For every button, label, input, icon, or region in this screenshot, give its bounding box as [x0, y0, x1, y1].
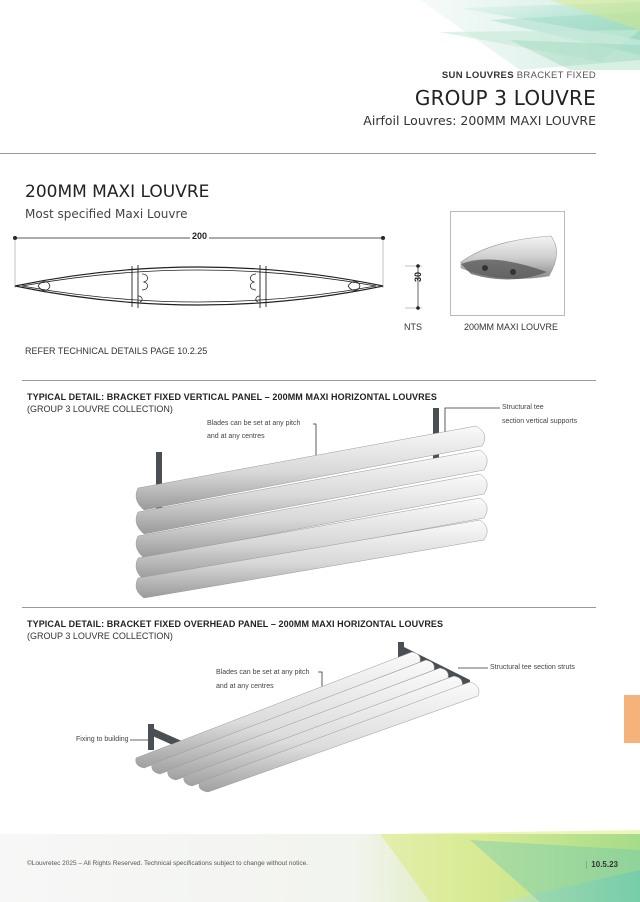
header-divider	[0, 153, 596, 154]
overhead-callout-blades-1: Blades can be set at any pitch	[216, 669, 310, 676]
detail-overhead-subheading: (GROUP 3 LOUVRE COLLECTION)	[27, 631, 173, 641]
vertical-callout-struct-1: Structural tee	[502, 404, 544, 411]
header-kicker	[442, 70, 596, 81]
vertical-callout-blades-2: and at any centres	[207, 433, 265, 440]
overhead-callout-struct: Structural tee section struts	[490, 664, 575, 671]
page-number: | 10.5.23	[585, 860, 618, 869]
detail-vertical-heading: TYPICAL DETAIL: BRACKET FIXED VERTICAL PANEL – 200MM MAXI HORIZONTAL LOUVRES	[27, 392, 437, 402]
detail-overhead-heading: TYPICAL DETAIL: BRACKET FIXED OVERHEAD PANEL – 200MM MAXI HORIZONTAL LOUVRES	[27, 619, 444, 629]
width-dimension-label: 200	[192, 231, 208, 241]
section-divider-2	[22, 607, 596, 608]
footer-copyright: ©Louvretec 2025 – All Rights Reserved. Technical specifications subject to change without notice.	[27, 860, 309, 867]
section-subtitle: Most specified Maxi Louvre	[25, 207, 188, 221]
page-subtitle: Airfoil Louvres: 200MM MAXI LOUVRE	[363, 113, 596, 128]
louvre-product-image	[451, 212, 564, 315]
section-title: 200MM MAXI LOUVRE	[25, 182, 210, 202]
vertical-callout-struct-2: section vertical supports	[502, 418, 578, 425]
detail-vertical-subheading: (GROUP 3 LOUVRE COLLECTION)	[27, 404, 173, 414]
kicker-bold: SUN LOUVRES	[441, 70, 514, 81]
page-title: GROUP 3 LOUVRE	[414, 86, 596, 110]
overhead-panel-illustration	[130, 640, 500, 795]
photo-caption: 200MM MAXI LOUVRE	[464, 322, 559, 332]
page-number-value: 10.5.23	[591, 860, 618, 869]
overhead-callout-fixing: Fixing to building	[76, 736, 129, 743]
height-dimension-label: 30	[413, 271, 423, 282]
vertical-panel-illustration	[130, 400, 510, 600]
overhead-callout-blades-2: and at any centres	[216, 683, 274, 690]
vertical-callout-blades-1: Blades can be set at any pitch	[207, 420, 301, 427]
section-tab	[624, 695, 640, 743]
product-photo	[450, 211, 565, 316]
kicker-light: BRACKET FIXED	[516, 70, 596, 81]
header-decoration	[400, 0, 640, 70]
louvre-profile-drawing	[10, 228, 435, 328]
section-divider-1	[22, 380, 596, 381]
scale-label: NTS	[404, 322, 422, 332]
refer-technical-details: REFER TECHNICAL DETAILS PAGE 10.2.25	[25, 346, 208, 356]
